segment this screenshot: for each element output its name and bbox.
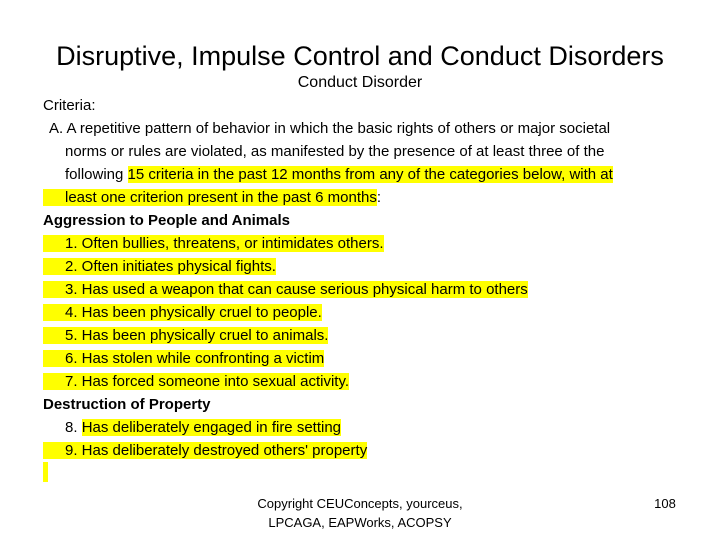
highlight-marker [43, 462, 48, 482]
criterion-a-line-1: A. A repetitive pattern of behavior in which the basic rights of others or major societal [49, 120, 611, 137]
criteria-label: Criteria: [43, 97, 96, 114]
criterion-a-line-3 [43, 163, 683, 186]
criterion-a-line-3-plain: following [65, 166, 128, 183]
copyright-footer: Copyright CEUConcepts, yourceus, LPCAGA, EAPWorks, ACOPSY [257, 496, 463, 530]
list-item [43, 416, 683, 439]
criterion-a-line-4 [43, 186, 683, 209]
slide-body [43, 94, 683, 462]
section-heading-property: Destruction of Property [43, 396, 211, 413]
page-number: 108 [654, 496, 676, 511]
criterion-a-line-3-highlight: 15 criteria in the past 12 months from any of the categories below, with at [127, 166, 613, 183]
criterion-a-line-4-highlight: least one criterion present in the past 6 months [43, 189, 377, 206]
criterion-a-line-4-tail: : [376, 189, 382, 206]
list-item: 1. Often bullies, threatens, or intimidates others. [43, 232, 683, 255]
list-item: 5. Has been physically cruel to animals. [43, 324, 683, 347]
section-heading-aggression: Aggression to People and Animals [43, 212, 290, 229]
item-number: 8. [65, 419, 82, 436]
slide-title: Disruptive, Impulse Control and Conduct Disorders [56, 41, 664, 71]
list-item: 3. Has used a weapon that can cause serious physical harm to others [43, 278, 683, 301]
criterion-a-line-2: norms or rules are violated, as manifested by the presence of at least three of the [65, 143, 605, 160]
slide-subtitle: Conduct Disorder [297, 74, 423, 91]
list-item: 7. Has forced someone into sexual activity. [43, 370, 683, 393]
list-item: 4. Has been physically cruel to people. [43, 301, 683, 324]
list-item: 2. Often initiates physical fights. [43, 255, 683, 278]
list-item: 6. Has stolen while confronting a victim [43, 347, 683, 370]
list-item: 9. Has deliberately destroyed others' property [43, 439, 683, 462]
item-highlight: Has deliberately engaged in fire setting [81, 419, 342, 436]
